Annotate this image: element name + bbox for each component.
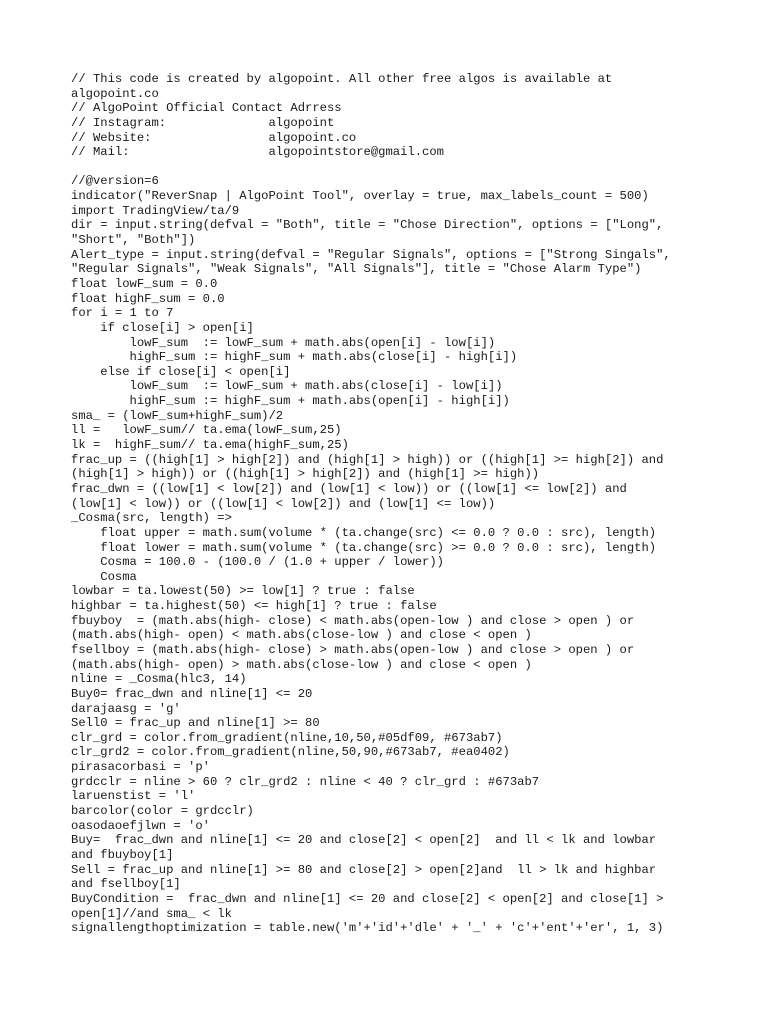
code-line: Alert_type = input.string(defval = "Regular Signals", options = ["Strong Singals", (71, 247, 671, 262)
code-line: if close[i] > open[i] (71, 320, 254, 335)
code-line: Buy= frac_dwn and nline[1] <= 20 and close[2] < open[2] and ll < lk and lowbar (71, 833, 657, 848)
code-line: import TradingView/ta/9 (71, 203, 240, 218)
code-line: //@version=6 (71, 174, 159, 189)
code-line: // Website: algopoint.co (71, 130, 357, 145)
code-line: // This code is created by algopoint. All other free algos is available at (71, 72, 613, 86)
code-line: (low[1] < low)) or ((low[1] < low[2]) and (low[1] <= low)) (71, 496, 496, 511)
code-line: and fbuyboy[1] (71, 847, 174, 862)
code-line: fsellboy = (math.abs(high- close) > math.abs(open-low ) and close > open ) or (71, 642, 635, 657)
code-line: lowF_sum := lowF_sum + math.abs(open[i] - low[i]) (71, 335, 496, 350)
code-line: Cosma = 100.0 - (100.0 / (1.0 + upper / lower)) (71, 555, 444, 570)
code-line: float lower = math.sum(volume * (ta.change(src) >= 0.0 ? 0.0 : src), length) (71, 540, 657, 555)
code-line: nline = _Cosma(hlc3, 14) (71, 672, 247, 687)
code-line: clr_grd2 = color.from_gradient(nline,50,90,#673ab7, #ea0402) (71, 745, 510, 760)
code-line: (high[1] > high)) or ((high[1] > high[2]) and (high[1] >= high)) (71, 467, 540, 482)
code-line: Sell = frac_up and nline[1] >= 80 and close[2] > open[2]and ll > lk and highbar (71, 862, 657, 877)
code-line: barcolor(color = grdcclr) (71, 804, 254, 819)
code-line: frac_dwn = ((low[1] < low[2]) and (low[1] < low)) or ((low[1] <= low[2]) and (71, 481, 627, 496)
code-line: for i = 1 to 7 (71, 306, 174, 321)
code-line: algopoint.co (71, 86, 159, 101)
code-line: _Cosma(src, length) => (71, 511, 232, 526)
code-line: grdcclr = nline > 60 ? clr_grd2 : nline < 40 ? clr_grd : #673ab7 (71, 774, 540, 789)
code-line: lk = highF_sum// ta.ema(highF_sum,25) (71, 438, 349, 453)
code-line: Cosma (71, 569, 137, 584)
code-line: darajaasg = 'g' (71, 701, 181, 716)
code-line: highbar = ta.highest(50) <= high[1] ? true : false (71, 599, 437, 614)
code-line: "Regular Signals", "Weak Signals", "All Signals"], title = "Chose Alarm Type") (71, 262, 642, 277)
code-line: float highF_sum = 0.0 (71, 291, 225, 306)
code-line: frac_up = ((high[1] > high[2]) and (high[1] > high)) or ((high[1] >= high[2]) and (71, 452, 664, 467)
code-line: lowbar = ta.lowest(50) >= low[1] ? true : false (71, 584, 415, 599)
code-line: ll = lowF_sum// ta.ema(lowF_sum,25) (71, 423, 342, 438)
code-line: sma_ = (lowF_sum+highF_sum)/2 (71, 408, 284, 423)
code-line: indicator("ReverSnap | AlgoPoint Tool", overlay = true, max_labels_count = 500) (71, 189, 649, 204)
code-line: float lowF_sum = 0.0 (71, 276, 218, 291)
code-line: signallengthoptimization = table.new('m'+'id'+'dle' + '_' + 'c'+'ent'+'er', 1, 3) (71, 921, 664, 936)
code-line: and fsellboy[1] (71, 877, 181, 892)
code-line: pirasacorbasi = 'p' (71, 760, 210, 775)
code-line: Sell0 = frac_up and nline[1] >= 80 (71, 716, 320, 731)
code-line: (math.abs(high- open) < math.abs(close-low ) and close < open ) (71, 628, 532, 643)
code-line: highF_sum := highF_sum + math.abs(close[i] - high[i]) (71, 350, 518, 365)
code-block (71, 72, 731, 936)
code-line: clr_grd = color.from_gradient(nline,10,50,#05df09, #673ab7) (71, 730, 503, 745)
code-line: "Short", "Both"]) (71, 233, 196, 248)
code-line: float upper = math.sum(volume * (ta.change(src) <= 0.0 ? 0.0 : src), length) (71, 525, 657, 540)
code-line: else if close[i] < open[i] (71, 364, 291, 379)
code-line (71, 160, 731, 175)
code-line: // AlgoPoint Official Contact Adrress (71, 101, 342, 116)
code-line: (math.abs(high- open) > math.abs(close-low ) and close < open ) (71, 657, 532, 672)
code-line: lowF_sum := lowF_sum + math.abs(close[i] - low[i]) (71, 379, 503, 394)
code-line: dir = input.string(defval = "Both", title = "Chose Direction", options = ["Long", (71, 218, 664, 233)
code-line: open[1]//and sma_ < lk (71, 906, 232, 921)
code-line: fbuyboy = (math.abs(high- close) < math.abs(open-low ) and close > open ) or (71, 613, 635, 628)
code-line: // Mail: algopointstore@gmail.com (71, 145, 444, 160)
code-line: Buy0= frac_dwn and nline[1] <= 20 (71, 686, 313, 701)
code-line: oasodaoefjlwn = 'o' (71, 818, 210, 833)
code-line: laruenstist = 'l' (71, 789, 196, 804)
code-line: BuyCondition = frac_dwn and nline[1] <= 20 and close[2] < open[2] and close[1] > (71, 891, 664, 906)
code-line: highF_sum := highF_sum + math.abs(open[i] - high[i]) (71, 394, 510, 409)
code-line: // Instagram: algopoint (71, 115, 335, 130)
